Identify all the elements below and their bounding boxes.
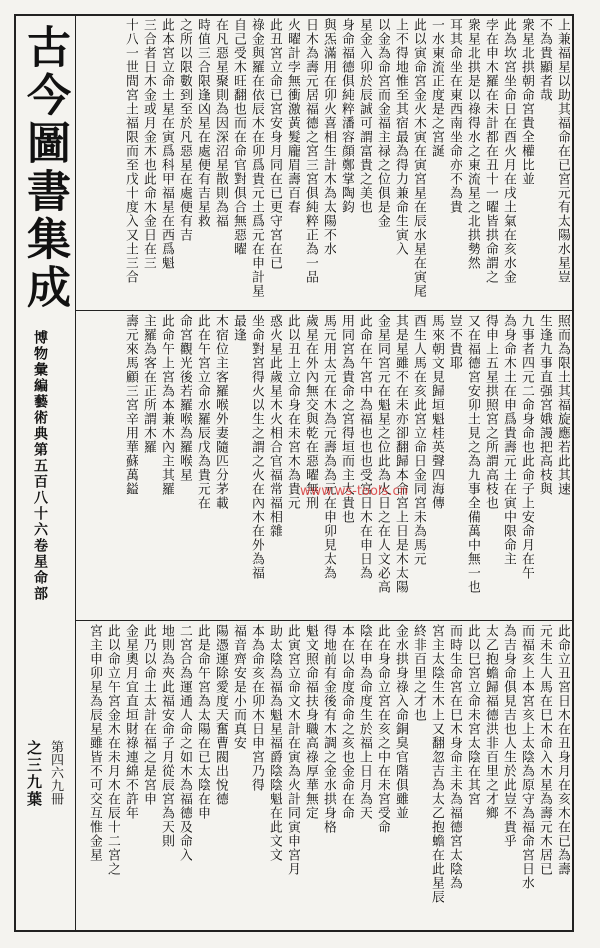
text-panel-middle xyxy=(80,314,570,618)
text-column: 得地前有金後有木調之金水拱身格 xyxy=(321,624,336,834)
text-column: 金星奧月宜直垣財祿連綿不許年 xyxy=(123,624,138,820)
text-column: 衆星北拱朝命宮貴全權比並 xyxy=(519,18,534,186)
text-column: 此在午宮立命水羅辰戊為貴元在 xyxy=(195,314,210,510)
text-column: 用同宮為貴命之宮得垣而主大貴也 xyxy=(339,314,354,524)
text-column: 九事者四元二命身命也此命子上安命月在午 xyxy=(519,314,534,580)
text-column: 陽憑運除愛度天奮曹閥出悅德 xyxy=(213,624,228,806)
text-column: 衆星北拱是以祿得水之東流星之北拱勢然 xyxy=(465,18,480,270)
text-column: 魁文照命福扶身職高祿厚華無定 xyxy=(303,624,318,820)
text-column: 其是星雖不在未亦卻翻歸本命宮上日是木太陽 xyxy=(393,314,408,594)
text-column: 此命立丑宮日木在丑身月在亥木在已為壽 xyxy=(555,624,570,876)
text-column: 火曜計孛無衝激黃髮龐眉壽百春 xyxy=(285,18,300,214)
text-column: 坐命對宮得火以生之謂之火在內木在外為福 xyxy=(249,314,264,580)
text-column: 此以寅命宮金火木寅在寅宮星在辰水星在寅尾 xyxy=(411,18,426,298)
text-column: 孛在申木羅在未計都在丑十一曜皆拱命謂之 xyxy=(483,18,498,284)
text-column: 祿金與羅在依辰木在卯爲貴元土爲元在申計星 xyxy=(249,18,264,298)
text-column: 宮主太陰生木上又翻忽吉為太乙抱蟾在此星辰 xyxy=(429,624,444,904)
watermark: www.ws-tools.cn xyxy=(300,484,408,499)
text-column: 此丑宮立命已宮安身月同在已更守宮在已 xyxy=(267,18,282,270)
text-column: 本為命亥在卯木日申宮乃得 xyxy=(249,624,264,792)
text-column: 此為坎宮坐命日在酉火月在戌土氣在亥水金 xyxy=(501,18,516,284)
text-column: 生逢九事直强宮娥謾把高枝與 xyxy=(537,314,552,496)
text-column: 星金入卯於辰誠可謂富貴之美也 xyxy=(357,18,372,214)
text-panel-top xyxy=(80,18,570,308)
text-column: 為身命木土在申爲貴壽元土在寅中限命主 xyxy=(501,314,516,566)
text-column: 而時生命宮在巳木身命主未為福德宮太陰為 xyxy=(447,624,462,890)
text-column: 一水東流正度是之宮誕 xyxy=(429,18,444,158)
panel-divider xyxy=(76,310,574,311)
text-column: 自己受木旺翻也而在命官對俱合無惡曜 xyxy=(231,18,246,256)
text-column: 此寅宮立命文木計在寅為火計同寅申宮月 xyxy=(285,624,300,876)
text-column: 酉生人馬在亥此宮立命日金同宮未為馬元 xyxy=(411,314,426,566)
text-column: 陰在申為命度生於福上日月為天 xyxy=(357,624,372,820)
text-column: 二宮合為運通人命之如木為福德及命入 xyxy=(177,624,192,862)
text-column: 而福亥上本宮亥上太陰為原守為福命宮日水 xyxy=(519,624,534,890)
text-column: 歲星在外內無交與乾在惡曜無刑 xyxy=(303,314,318,510)
text-column: 福音齊安是小而真安 xyxy=(231,624,246,750)
text-column: 身命福德俱純粹潘容顔鄭掌陶鈞 xyxy=(339,18,354,214)
text-column: 宮主申卯星為辰星雖皆不可交互惟金星 xyxy=(87,624,102,862)
text-column: 木宿位主客羅喉外妻隨匹分茅載 xyxy=(213,314,228,510)
text-column: 主羅為客在正所謂木羅 xyxy=(141,314,156,454)
text-column: 此是命午宮為太陽在已太陰在申 xyxy=(195,624,210,820)
text-column: 此命在午宮中為福也也也受宮日木在申日為 xyxy=(357,314,372,580)
text-column: 時值三合限逢凶星在處便有吉星救 xyxy=(195,18,210,228)
page-label: 之三九葉 xyxy=(25,740,43,808)
text-column: 此在身命立宮在亥之中在未宮受命 xyxy=(375,624,390,834)
text-column: 助太陰為福為魁星福爵陰陰魁在此文文 xyxy=(267,624,282,862)
text-column: 太乙抱蟾歸福德洪非百里之才鄉 xyxy=(483,624,498,820)
text-column: 十八一世間宮土福限而至戊十度入又土三合 xyxy=(123,18,138,284)
text-column: 此乃以命土太計在福之是宮申 xyxy=(141,624,156,806)
volume-label: 第四六九冊 xyxy=(48,740,63,805)
text-column: 金水拱身祿入命銅臭官階俱雖並 xyxy=(393,624,408,820)
text-column: 與炁滿用在卯火喜相生計木為太陽不水 xyxy=(321,18,336,256)
panel-divider xyxy=(76,620,574,621)
text-column: 此命午上宮為本兼木內主其羅 xyxy=(159,314,174,496)
text-column: 惑火星此歲星木火相合官福常福相雜 xyxy=(267,314,282,538)
text-column: 日木為壽元居福德之宮三宮俱純粹正為一品 xyxy=(303,18,318,284)
text-column: 上兼福星以助其福命在已宮元有太陽水星豈 xyxy=(555,18,570,284)
text-column: 又在福德宮安卯土見之為九事全備萬中無一也 xyxy=(465,314,480,594)
text-column: 得申上五星拱照宮之所謂高枝也 xyxy=(483,314,498,510)
text-column: 耳其命坐在東西南坐命亦不為貴 xyxy=(447,18,462,214)
text-panel-bottom xyxy=(80,624,570,928)
text-column: 此以巳宮立命未宮太陰在其宮 xyxy=(465,624,480,806)
text-column: 以金為命宮而金福主禄之位俱是金 xyxy=(375,18,390,228)
text-column: 命宮觀光後若羅喉為羅喉星 xyxy=(177,314,192,482)
text-column: 馬元用太元在木為元壽為為元在申卯見太為 xyxy=(321,314,336,580)
text-column: 終非百里之才也 xyxy=(411,624,426,722)
text-column: 本在以命度命命之亥也金命在命 xyxy=(339,624,354,820)
text-column: 最逢 xyxy=(231,314,246,342)
text-column: 壽元來馬顧三宮辛用華蘇萬鎰 xyxy=(123,314,138,496)
book-title: 古今圖書集成 xyxy=(19,24,70,312)
text-column: 此以丑上立命身在未宮木為貴元 xyxy=(285,314,300,510)
text-column: 金星同宮元在魁星之位此為火日之在人文必高 xyxy=(375,314,390,594)
text-column: 此以命立午宮金木在未月木在辰十二宮之 xyxy=(105,624,120,876)
text-column: 馬來朝文見歸垣魁桂英聲四海傳 xyxy=(429,314,444,510)
text-column: 元未生人馬在巳木命入木星為壽元木居已 xyxy=(537,624,552,876)
text-column: 在凡惡星聚則為因深沼星散則為福 xyxy=(213,18,228,228)
text-column: 照而為限土其福旋應若此其速 xyxy=(555,314,570,496)
text-column: 三合者日木金或月金木也此命木金日在三 xyxy=(141,18,156,270)
text-column: 地則為夾此福安命子月從辰宮為天則 xyxy=(159,624,174,848)
text-column: 豈不貴耶 xyxy=(447,314,462,370)
text-column: 此本宮立命土星在寅爲科甲福星在西爲魁 xyxy=(159,18,174,270)
text-column: 為吉身命俱見吉也人生於此豈不貴乎 xyxy=(501,624,516,848)
text-column: 上不得地惟至其宿最為得力兼命生寅入 xyxy=(393,18,408,256)
text-column: 不為貴顯者哉 xyxy=(537,18,552,102)
section-title: 博物彙編藝術典第五百八十六卷星命部 xyxy=(32,330,48,602)
text-column: 之所以限數到至於凡惡星在處便有吉 xyxy=(177,18,192,242)
